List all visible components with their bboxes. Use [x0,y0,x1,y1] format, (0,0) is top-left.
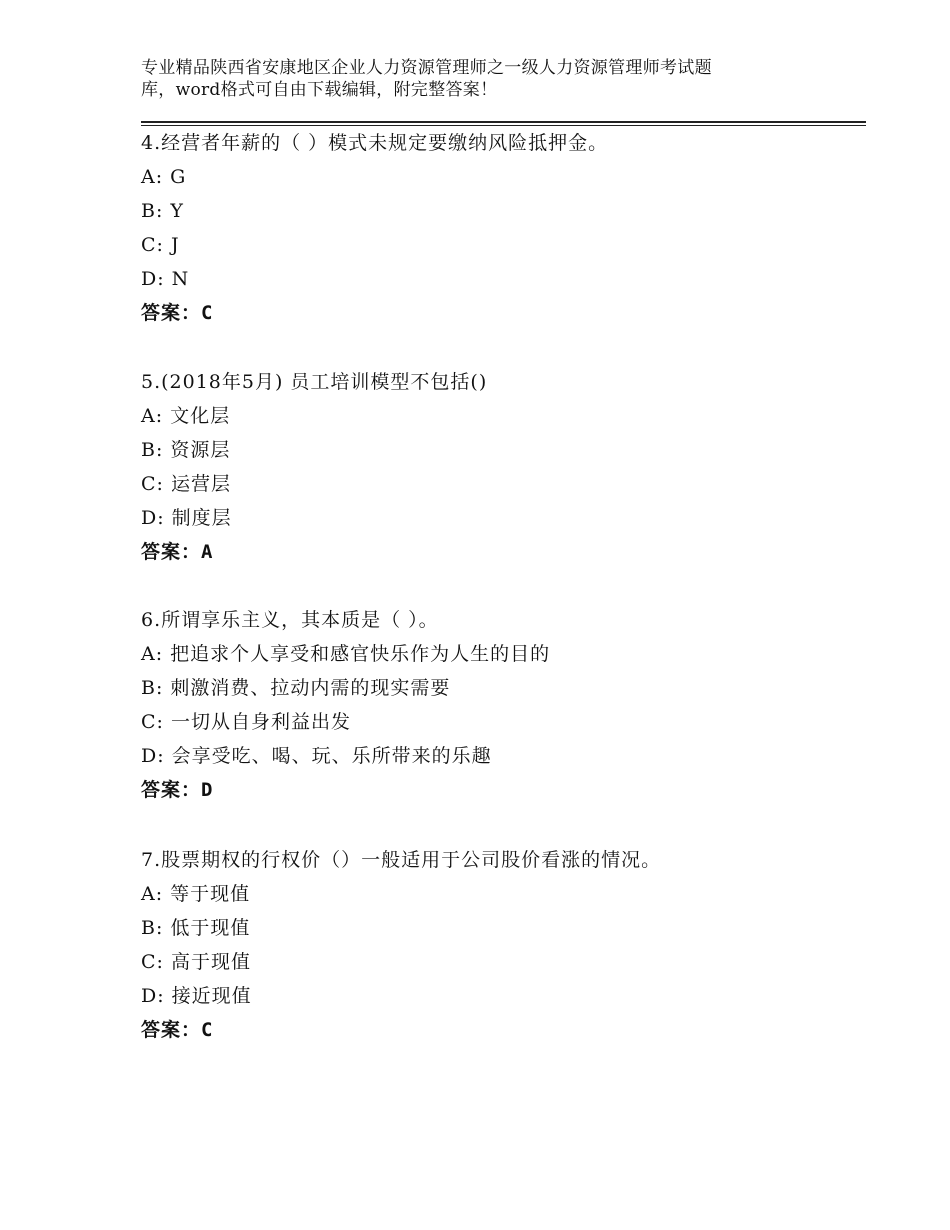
option-b: B: 资源层 [141,439,231,461]
option-b: B: 低于现值 [141,917,251,939]
answer-label: 答案： [141,779,202,801]
answer-line [141,535,901,569]
option-a: A: 文化层 [141,405,231,427]
option-d: D: N [141,268,190,290]
header-divider-thick [141,121,866,123]
option-d: D: 制度层 [141,507,232,529]
option-c: C: 运营层 [141,473,231,495]
question-block-6 [141,603,901,807]
option-d: D: 会享受吃、喝、玩、乐所带来的乐趣 [141,745,492,767]
answer-line [141,773,901,807]
question-stem: 4.经营者年薪的（ ）模式未规定要缴纳风险抵押金。 [141,132,609,154]
question-stem: 5.(2018年5月) 员工培训模型不包括() [141,371,488,393]
answer-value: A [201,541,214,563]
answer-value: C [201,302,214,324]
option-b: B: Y [141,200,184,222]
answer-value: C [201,1019,214,1041]
answer-line [141,296,901,330]
document-header [141,57,861,101]
answer-label: 答案： [141,541,202,563]
option-c: C: J [141,234,180,256]
question-block-7 [141,843,901,1047]
option-a: A: G [141,166,187,188]
answer-label: 答案： [141,1019,202,1041]
option-c: C: 高于现值 [141,951,251,973]
answer-value: D [201,779,214,801]
question-stem: 6.所谓享乐主义，其本质是（ ）。 [141,609,439,631]
option-a: A: 把追求个人享受和感官快乐作为人生的目的 [141,643,551,665]
question-block-5 [141,365,901,569]
option-d: D: 接近现值 [141,985,252,1007]
question-block-4 [141,126,901,330]
option-b: B: 刺激消费、拉动内需的现实需要 [141,677,451,699]
header-line-2: 库，word格式可自由下载编辑，附完整答案！ [141,80,498,100]
answer-label: 答案： [141,302,202,324]
answer-line [141,1013,901,1047]
option-a: A: 等于现值 [141,883,251,905]
header-line-1: 专业精品陕西省安康地区企业人力资源管理师之一级人力资源管理师考试题 [141,58,712,78]
option-c: C: 一切从自身利益出发 [141,711,351,733]
question-stem: 7.股票期权的行权价（）一般适用于公司股价看涨的情况。 [141,849,662,871]
